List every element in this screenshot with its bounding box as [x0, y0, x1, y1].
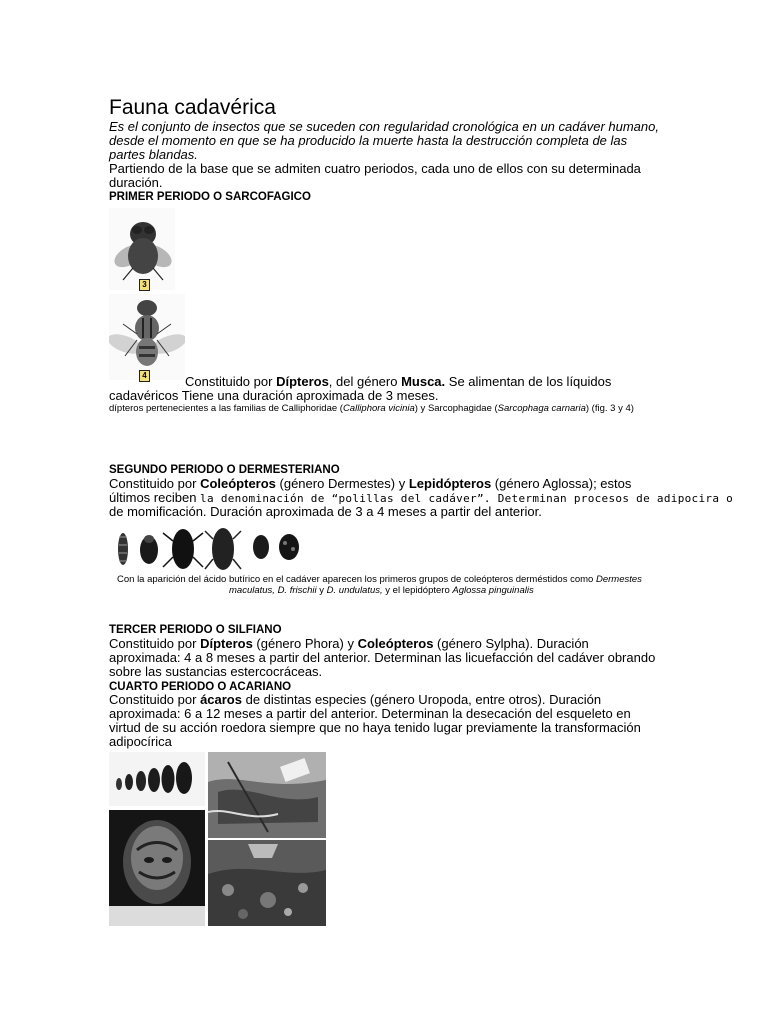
p3-text-line: Constituido por Dípteros (género Phora) y Coleópteros (género Sylpha). Duración	[109, 636, 589, 651]
intro-line: Partiendo de la base que se admiten cuatro periodos, cada uno de ellos con su determinada	[109, 161, 641, 176]
section-heading: PRIMER PERIODO O SARCOFAGICO	[109, 191, 311, 203]
p4-text-line: Constituido por ácaros de distintas especies (género Uropoda, entre otros). Duración	[109, 692, 602, 707]
p1-caption: dípteros pertenecientes a las familias de Calliphoridae (Calliphora vicinia) y Sarcophagidae (Sarcophaga carnaria) (fig. 3 y 4)	[109, 403, 634, 414]
section-heading: TERCER PERIODO O SILFIANO	[109, 624, 282, 636]
p2-text-line: últimos reciben la denominación de “polillas del cadáver”. Determinan procesos de adipocira o	[109, 490, 734, 505]
p3-text-line: aproximada: 4 a 8 meses a partir del anterior. Determinan las licuefacción del cadáver obrando	[109, 650, 656, 665]
intro-line: duración.	[109, 175, 163, 190]
intro-line: desde el momento en que se ha producido la muerte hasta la destrucción completa de las	[109, 133, 628, 148]
p2-caption-line: maculatus, D. frischii y D. undulatus, y el lepidóptero Aglossa pinguinalis	[229, 585, 534, 596]
section-heading: SEGUNDO PERIODO O DERMESTERIANO	[109, 464, 340, 476]
forensic-photo-1	[208, 752, 326, 838]
forensic-photo-2	[109, 810, 205, 926]
p2-text-line: Constituido por Coleópteros (género Dermestes) y Lepidópteros (género Aglossa); estos	[109, 476, 632, 491]
p4-text-line: aproximada: 6 a 12 meses a partir del anterior. Determinan la desecación del esqueleto en	[109, 706, 631, 721]
figure-label-4: 4	[139, 370, 150, 382]
page-title: Fauna cadavérica	[109, 96, 276, 119]
pupae-image	[109, 752, 205, 806]
p2-caption-line: Con la aparición del ácido butírico en el cadáver aparecen los primeros grupos de coleópteros derméstidos como Dermestes	[117, 574, 642, 585]
p2-text-line: de momificación. Duración aproximada de 3 a 4 meses a partir del anterior.	[109, 504, 542, 519]
section-heading: CUARTO PERIODO O ACARIANO	[109, 681, 292, 693]
forensic-photo-3	[208, 840, 326, 926]
p1-text-line: Constituido por Dípteros, del género Musca. Se alimentan de los líquidos	[185, 374, 612, 389]
p4-text-line: adipocírica	[109, 734, 172, 749]
p1-text-line: cadavéricos Tiene una duración aproximada de 3 meses.	[109, 388, 439, 403]
fly-image-3	[109, 208, 175, 290]
p3-text-line: sobre las sustancias estercocráceas.	[109, 664, 323, 679]
beetles-image	[109, 523, 305, 575]
fly-image-4	[109, 294, 185, 380]
p4-text-line: virtud de su acción roedora siempre que no haya tenido lugar previamente la transformación	[109, 720, 641, 735]
intro-line: partes blandas.	[109, 147, 198, 162]
figure-label-3: 3	[139, 279, 150, 291]
intro-line: Es el conjunto de insectos que se suceden con regularidad cronológica en un cadáver humano,	[109, 119, 659, 134]
